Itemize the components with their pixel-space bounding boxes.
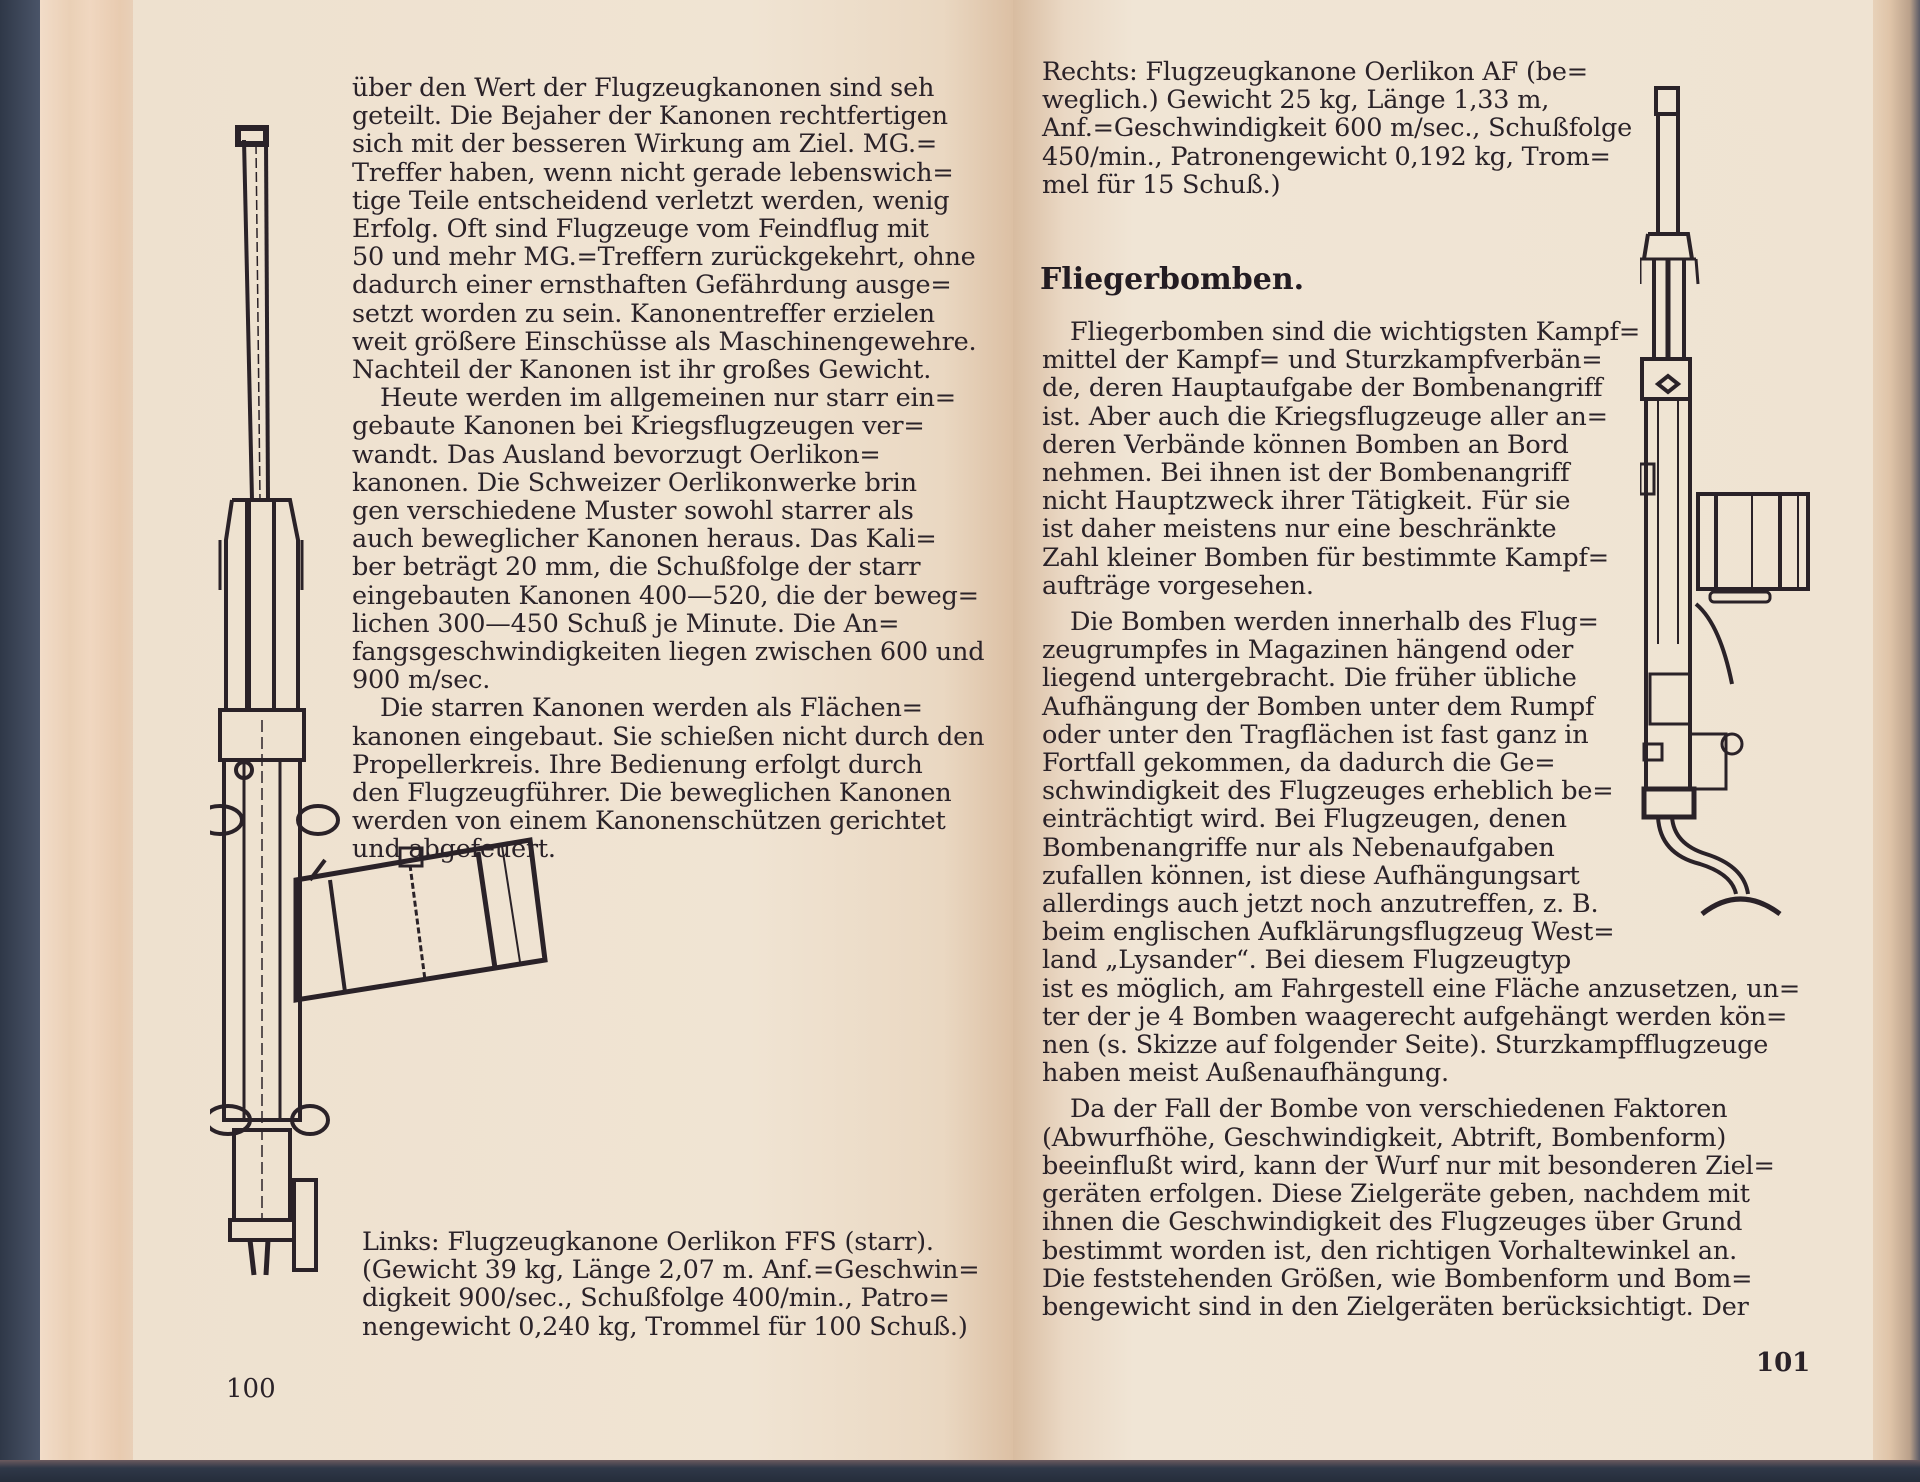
- text-line: ihnen die Geschwindigkeit des Flugzeuges über Grund: [1042, 1207, 1743, 1238]
- text-line: den Flugzeugführer. Die beweglichen Kanonen: [352, 778, 952, 809]
- text-line: dadurch einer ernsthaften Gefährdung ausge=: [352, 270, 952, 301]
- text-line: setzt worden zu sein. Kanonentreffer erzielen: [352, 298, 935, 329]
- text-line: liegend untergebracht. Die früher übliche: [1042, 663, 1577, 694]
- text-line: ist es möglich, am Fahrgestell eine Fläche anzusetzen, un=: [1042, 973, 1800, 1004]
- text-line: bengewicht sind in den Zielgeräten berücksichtigt. Der: [1042, 1291, 1749, 1322]
- text-line: über den Wert der Flugzeugkanonen sind seh: [352, 73, 935, 103]
- text-line: beim englischen Aufklärungsflugzeug West=: [1042, 917, 1615, 948]
- text-line: lichen 300—450 Schuß je Minute. Die An=: [352, 608, 900, 639]
- text-line: sich mit der besseren Wirkung am Ziel. MG.=: [352, 129, 938, 160]
- caption-line: weglich.) Gewicht 25 kg, Länge 1,33 m,: [1042, 85, 1550, 116]
- page-number-right: 101: [1756, 1348, 1811, 1378]
- text-line: aufträge vorgesehen.: [1042, 570, 1314, 601]
- text-line: land „Lysander“. Bei diesem Flugzeugtyp: [1042, 945, 1572, 976]
- text-line: Erfolg. Oft sind Flugzeuge vom Feindflug mit: [352, 214, 929, 245]
- text-line: Nachteil der Kanonen ist ihr großes Gewicht.: [352, 355, 932, 386]
- text-line: zeugrumpfes in Magazinen hängend oder: [1042, 635, 1574, 666]
- text-line: eingebauten Kanonen 400—520, die der beweg=: [352, 580, 979, 611]
- text-line: gebaute Kanonen bei Kriegsflugzeugen ver=: [352, 411, 925, 442]
- text-line: ber beträgt 20 mm, die Schußfolge der starr: [352, 552, 921, 583]
- book-bottom-edge: [0, 1460, 1920, 1482]
- text-line: 900 m/sec.: [352, 665, 491, 696]
- text-line: nehmen. Bei ihnen ist der Bombenangriff: [1042, 458, 1570, 489]
- text-line: 50 und mehr MG.=Treffern zurückgekehrt, ohne: [352, 242, 976, 273]
- text-line: kanonen eingebaut. Sie schießen nicht durch den: [352, 721, 985, 752]
- text-line: deren Verbände können Bomben an Bord: [1042, 429, 1569, 460]
- caption-line: nengewicht 0,240 kg, Trommel für 100 Schuß.): [362, 1311, 968, 1342]
- text-line: oder unter den Tragflächen ist fast ganz in: [1042, 719, 1589, 750]
- text-line: wandt. Das Ausland bevorzugt Oerlikon=: [352, 439, 881, 470]
- page-edges-left: [40, 0, 140, 1460]
- text-line: kanonen. Die Schweizer Oerlikonwerke brin: [352, 467, 917, 498]
- text-line: (Abwurfhöhe, Geschwindigkeit, Abtrift, Bombenform): [1042, 1122, 1727, 1153]
- section-heading: Fliegerbomben.: [1040, 262, 1305, 297]
- text-line: einträchtigt wird. Bei Flugzeugen, denen: [1042, 804, 1567, 835]
- text-line: geräten erfolgen. Diese Zielgeräte geben, nachdem mit: [1042, 1179, 1750, 1210]
- text-line: de, deren Hauptaufgabe der Bombenangriff: [1042, 373, 1603, 404]
- text-line: tige Teile entscheidend verletzt werden, wenig: [352, 185, 950, 216]
- caption-line: digkeit 900/sec., Schußfolge 400/min., Patro=: [362, 1283, 950, 1314]
- text-line: bestimmt worden ist, den richtigen Vorhaltewinkel an.: [1042, 1235, 1738, 1266]
- text-line: Die Bomben werden innerhalb des Flug=: [1070, 607, 1599, 638]
- text-line: nen (s. Skizze auf folgender Seite). Sturzkampfflugzeuge: [1042, 1030, 1769, 1061]
- text-line: auch beweglicher Kanonen heraus. Das Kali=: [352, 524, 937, 555]
- caption-line: Rechts: Flugzeugkanone Oerlikon AF (be=: [1042, 57, 1588, 87]
- left-caption: [362, 1228, 979, 1341]
- text-line: Heute werden im allgemeinen nur starr ein=: [380, 383, 956, 414]
- text-line: fangsgeschwindigkeiten liegen zwischen 600 und: [352, 637, 985, 668]
- text-line: Treffer haben, wenn nicht gerade lebenswich=: [352, 157, 954, 188]
- text-line: allerdings auch jetzt noch anzutreffen, z. B.: [1042, 889, 1599, 920]
- text-line: geteilt. Die Bejaher der Kanonen rechtfertigen: [352, 101, 948, 132]
- right-caption: [1042, 58, 1632, 199]
- text-line: Fortfall gekommen, da dadurch die Ge=: [1042, 748, 1556, 779]
- caption-line: Links: Flugzeugkanone Oerlikon FFS (starr).: [362, 1227, 934, 1257]
- caption-line: (Gewicht 39 kg, Länge 2,07 m. Anf.=Geschwin=: [362, 1255, 980, 1286]
- text-line: Die starren Kanonen werden als Flächen=: [380, 693, 923, 724]
- page-edges-right: [1870, 0, 1920, 1460]
- page-number-left: 100: [226, 1374, 276, 1404]
- text-line: ist. Aber auch die Kriegsflugzeuge aller an=: [1042, 401, 1608, 432]
- text-line: Zahl kleiner Bomben für bestimmte Kampf=: [1042, 542, 1609, 573]
- text-line: nicht Hauptzweck ihrer Tätigkeit. Für sie: [1042, 486, 1571, 517]
- caption-line: Anf.=Geschwindigkeit 600 m/sec., Schußfolge: [1042, 113, 1633, 144]
- text-line: werden von einem Kanonenschützen gerichtet: [352, 806, 946, 837]
- caption-line: mel für 15 Schuß.): [1042, 169, 1281, 200]
- text-line: mittel der Kampf= und Sturzkampfverbän=: [1042, 345, 1603, 376]
- text-line: schwindigkeit des Flugzeuges erheblich be=: [1042, 776, 1614, 807]
- text-line: ist daher meistens nur eine beschränkte: [1042, 514, 1557, 545]
- text-line: Bombenangriffe nur als Nebenaufgaben: [1042, 832, 1555, 863]
- text-line: weit größere Einschüsse als Maschinengewehre.: [352, 326, 977, 357]
- text-line: haben meist Außenaufhängung.: [1042, 1058, 1449, 1089]
- text-line: Da der Fall der Bombe von verschiedenen Faktoren: [1070, 1094, 1728, 1125]
- text-line: Fliegerbomben sind die wichtigsten Kampf=: [1070, 317, 1640, 347]
- text-line: und abgefeuert.: [352, 834, 556, 865]
- oerlikon-af-illustration: [1640, 84, 1820, 924]
- text-line: gen verschiedene Muster sowohl starrer als: [352, 496, 914, 527]
- text-line: Die feststehenden Größen, wie Bombenform und Bom=: [1042, 1263, 1753, 1294]
- text-line: zufallen können, ist diese Aufhängungsart: [1042, 860, 1580, 891]
- text-line: Aufhängung der Bomben unter dem Rumpf: [1042, 691, 1595, 722]
- left-body-text: [352, 74, 984, 864]
- text-line: ter der je 4 Bomben waagerecht aufgehängt werden kön=: [1042, 1001, 1788, 1032]
- text-line: Propellerkreis. Ihre Bedienung erfolgt durch: [352, 749, 923, 780]
- caption-line: 450/min., Patronengewicht 0,192 kg, Trom=: [1042, 141, 1611, 172]
- text-line: beeinflußt wird, kann der Wurf nur mit besonderen Ziel=: [1042, 1150, 1775, 1181]
